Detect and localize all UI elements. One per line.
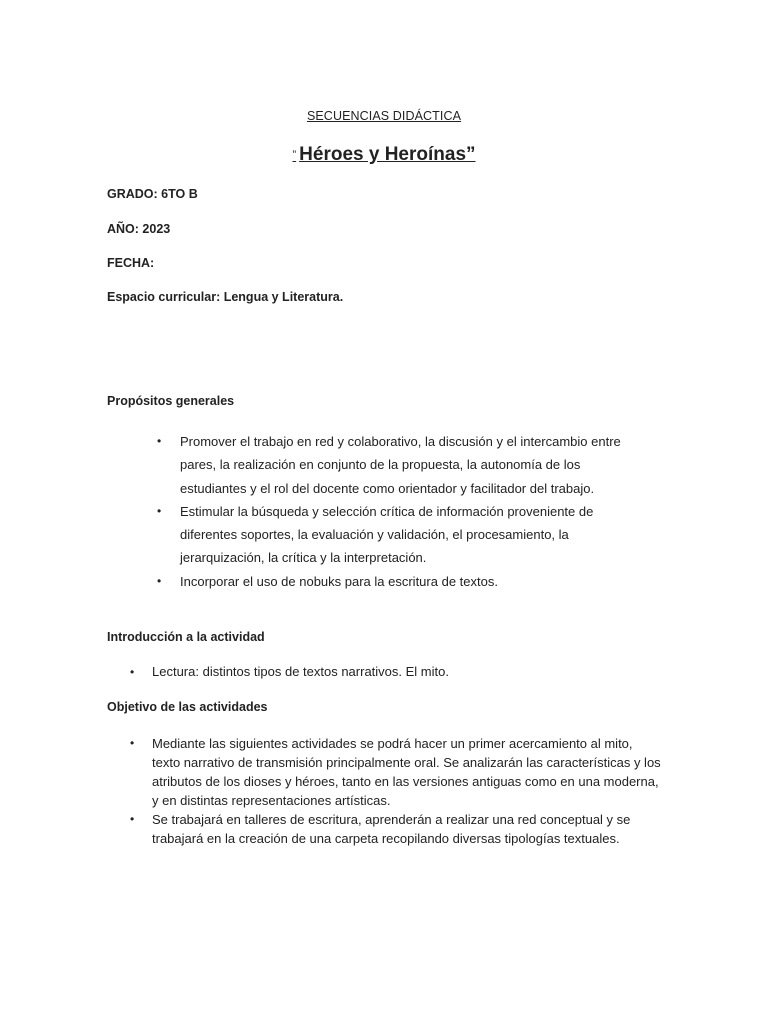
list-item-text: Incorporar el uso de nobuks para la escritura de textos. bbox=[180, 573, 498, 589]
bullet-icon: • bbox=[157, 573, 162, 588]
list-item bbox=[130, 734, 662, 810]
list-item bbox=[157, 430, 630, 500]
list-item bbox=[157, 500, 630, 570]
list-item-text: Promover el trabajo en red y colaborativo, la discusión y el intercambio entre pares, la realización en conjunto de la propuesta, la autonomía de los estudiantes y el rol del docente como orientador y facilitador del trabajo. bbox=[180, 434, 621, 496]
bullet-icon: • bbox=[157, 503, 162, 518]
list-item bbox=[130, 662, 652, 682]
document-title: SECUENCIAS DIDÁCTICA bbox=[306, 109, 462, 123]
list-item-text: Mediante las siguientes actividades se podrá hacer un primer acercamiento al mito, texto narrativo de transmisión principalmente oral. Se analizarán las características y los atributos de los dioses y héroes, tanto en las versiones antiguas como en una moderna, y en distintas representaciones artísticas. bbox=[152, 736, 661, 808]
year-line: AÑO: 2023 bbox=[107, 222, 171, 236]
document-subtitle bbox=[0, 144, 768, 166]
subtitle-opening-quote: ” bbox=[292, 149, 297, 161]
introduction-heading: Introducción a la actividad bbox=[107, 630, 265, 644]
bullet-icon: • bbox=[130, 665, 135, 679]
bullet-icon: • bbox=[130, 736, 135, 750]
list-item-text: Se trabajará en talleres de escritura, aprenderán a realizar una red conceptual y se trabajará en la creación de una carpeta recopilando diversas tipologías textuales. bbox=[152, 812, 631, 846]
subtitle-text: Héroes y Heroínas” bbox=[299, 144, 476, 165]
list-item bbox=[130, 810, 662, 848]
objective-list bbox=[130, 734, 662, 848]
curricular-space-line: Espacio curricular: Lengua y Literatura. bbox=[107, 290, 344, 304]
objective-heading: Objetivo de las actividades bbox=[107, 700, 268, 714]
purposes-list bbox=[157, 430, 630, 593]
list-item-text: Lectura: distintos tipos de textos narrativos. El mito. bbox=[152, 664, 449, 679]
bullet-icon: • bbox=[130, 812, 135, 826]
list-item bbox=[157, 570, 630, 593]
grade-line: GRADO: 6TO B bbox=[107, 187, 198, 201]
purposes-heading: Propósitos generales bbox=[107, 394, 235, 408]
introduction-list bbox=[130, 662, 652, 682]
bullet-icon: • bbox=[157, 434, 162, 448]
list-item-text: Estimular la búsqueda y selección crítica de información proveniente de diferentes soportes, la evaluación y validación, el procesamiento, la jerarquización, la crítica y la interpretación. bbox=[180, 503, 594, 566]
date-line: FECHA: bbox=[107, 256, 155, 270]
